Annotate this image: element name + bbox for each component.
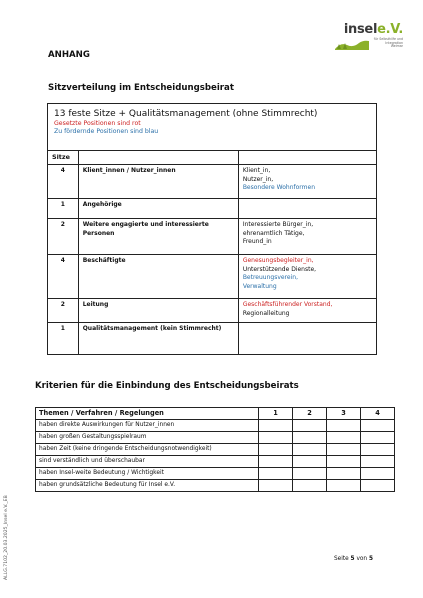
seat-members [238, 299, 376, 323]
score-cell [327, 444, 361, 456]
seat-members [238, 219, 376, 255]
member-entry: Verwaltung [242, 282, 277, 290]
score-header: 3 [327, 408, 361, 420]
seat-count: 1 [48, 323, 79, 355]
seat-count: 1 [48, 199, 79, 219]
score-cell [259, 456, 293, 468]
score-header: 1 [259, 408, 293, 420]
score-cell [293, 444, 327, 456]
seat-row [48, 199, 377, 219]
score-header: 4 [361, 408, 395, 420]
score-cell [361, 468, 395, 480]
criteria-row [36, 444, 395, 456]
seats-table-title: 13 feste Sitze + Qualitätsmanagement (ohne Stimmrecht) [54, 109, 318, 119]
score-cell [259, 480, 293, 492]
score-cell [327, 468, 361, 480]
seat-count: 4 [48, 165, 79, 199]
empty-cell [78, 151, 238, 165]
seat-category: Klient_innen / Nutzer_innen [78, 165, 238, 199]
member-entry: Regionalleitung [242, 309, 290, 317]
seat-members [238, 165, 376, 199]
score-cell [293, 480, 327, 492]
score-cell [327, 456, 361, 468]
seat-count: 2 [48, 219, 79, 255]
member-entry: Interessierte Bürger_in, [242, 221, 314, 228]
score-cell [259, 468, 293, 480]
seat-row [48, 299, 377, 323]
score-cell [293, 432, 327, 444]
member-entry: Klient_in, [242, 167, 271, 174]
page-footer: Seite 5 von 5 [334, 556, 373, 562]
score-cell [361, 432, 395, 444]
score-cell [361, 420, 395, 432]
criteria-header: Themen / Verfahren / Regelungen [36, 408, 259, 420]
score-cell [259, 432, 293, 444]
criteria-text: haben großen Gestaltungsspielraum [36, 432, 259, 444]
criteria-row [36, 480, 395, 492]
seats-column-label: Sitze [48, 151, 79, 165]
criteria-table [35, 407, 395, 492]
score-cell [361, 480, 395, 492]
score-cell [361, 444, 395, 456]
seat-row [48, 165, 377, 199]
score-cell [293, 468, 327, 480]
seat-row [48, 255, 377, 299]
score-cell [293, 420, 327, 432]
seat-count: 2 [48, 299, 79, 323]
legend-red: Gesetzte Positionen sind rot [54, 120, 141, 127]
logo-wordmark: insele.V. [343, 22, 403, 37]
legend-blue: Zu fördernde Positionen sind blau [54, 128, 159, 135]
score-cell [293, 456, 327, 468]
criteria-text: haben direkte Auswirkungen für Nutzer_innen [36, 420, 259, 432]
seat-count: 4 [48, 255, 79, 299]
criteria-heading: Kriterien für die Einbindung des Entscheidungsbeirats [35, 381, 299, 391]
score-cell [327, 420, 361, 432]
seats-table-header [48, 104, 377, 151]
seat-members [238, 255, 376, 299]
empty-cell [238, 151, 376, 165]
criteria-row [36, 432, 395, 444]
seat-distribution-heading: Sitzverteilung im Entscheidungsbeirat [48, 83, 234, 93]
seat-row [48, 219, 377, 255]
score-cell [259, 420, 293, 432]
member-entry: ehrenamtlich Tätige, [242, 229, 305, 237]
seat-category: Leitung [78, 299, 238, 323]
seat-members [238, 323, 376, 355]
member-entry: Geschäftsführender Vorstand, [242, 301, 333, 308]
criteria-text: haben Zeit (keine dringende Entscheidungsnotwendigkeit) [36, 444, 259, 456]
criteria-row [36, 420, 395, 432]
member-entry: Genesungsbegleiter_in, [242, 257, 314, 264]
criteria-text: sind verständlich und überschaubar [36, 456, 259, 468]
seat-category: Beschäftigte [78, 255, 238, 299]
member-entry: Nutzer_in, [242, 175, 274, 183]
score-cell [327, 480, 361, 492]
seat-category: Qualitätsmanagement (kein Stimmrecht) [78, 323, 238, 355]
seat-row [48, 323, 377, 355]
score-header: 2 [293, 408, 327, 420]
criteria-text: haben Insel-weite Bedeutung / Wichtigkeit [36, 468, 259, 480]
criteria-row [36, 456, 395, 468]
member-entry: Besondere Wohnformen [242, 184, 315, 192]
criteria-row [36, 468, 395, 480]
seat-category: Weitere engagierte und interessierte Personen [78, 219, 238, 255]
seat-members [238, 199, 376, 219]
score-cell [259, 444, 293, 456]
logo-tagline: für Selbsthilfe und Integration Weimar [373, 37, 403, 49]
member-entry: Freund_in [242, 238, 272, 246]
member-entry: Betreuungsverein, [242, 274, 298, 282]
seat-distribution-table [47, 103, 377, 355]
seat-category: Angehörige [78, 199, 238, 219]
insel-logo [335, 22, 405, 48]
member-entry: Unterstützende Dienste, [242, 265, 317, 273]
appendix-heading: ANHANG [48, 50, 90, 60]
side-document-code: ALLG.7102_20.03.2025_Insel e.V._EB [4, 495, 9, 580]
score-cell [327, 432, 361, 444]
criteria-text: haben grundsätzliche Bedeutung für Insel e.V. [36, 480, 259, 492]
score-cell [361, 456, 395, 468]
